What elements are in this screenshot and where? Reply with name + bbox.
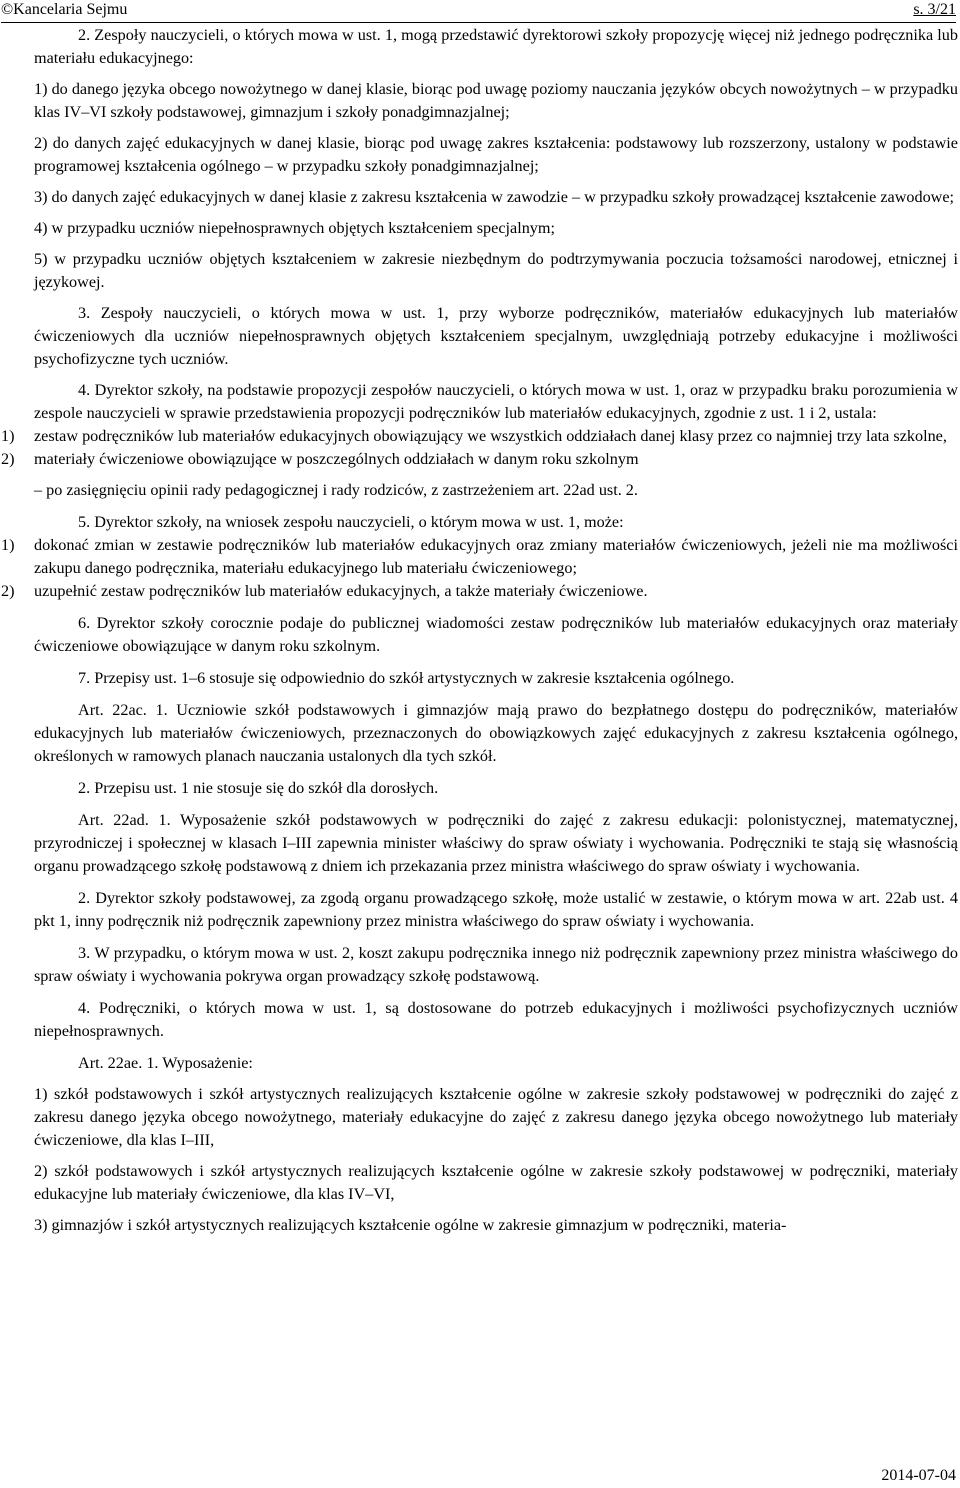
- list-item-text: uzupełnić zestaw podręczników lub materiałów edukacyjnych, a także materiały ćwiczeniowe.: [34, 582, 648, 600]
- list-item-4-2: [1, 448, 958, 471]
- document-page: [1, 0, 958, 1237]
- page-number-link[interactable]: s. 3/21: [913, 1, 956, 18]
- article-22ae-1: Art. 22ae. 1. Wyposażenie:: [78, 1054, 253, 1072]
- list-item-22ae-2: 2) szkół podstawowych i szkół artystycznych realizujących kształcenie ogólne w zakresie szkoły podstawowej w podręczniki, materiały edukacyjne lub materiały ćwiczeniowe, dla klas IV–VI,: [34, 1162, 958, 1203]
- list-item-2-2: 2) do danych zajęć edukacyjnych w danej klasie, biorąc pod uwagę zakres kształcenia: podstawowy lub rozszerzony, ustalony w podstawie programowej kształcenia ogólnego – w przypadku szkoły ponadgimnazjalnej;: [34, 134, 958, 175]
- article-22ad-3: 3. W przypadku, o którym mowa w ust. 2, koszt zakupu podręcznika innego niż podręcznik zapewniony przez ministra właściwego do spraw oświaty i wychowania pokrywa organ prowadzący szkołę podstawową.: [34, 944, 958, 985]
- source-label: ©Kancelaria Sejmu: [1, 1, 128, 18]
- list-number: 2): [1, 450, 15, 468]
- paragraph-5: 5. Dyrektor szkoły, na wniosek zespołu nauczycieli, o którym mowa w ust. 1, może:: [78, 513, 624, 531]
- article-22ad-1: Art. 22ad. 1. Wyposażenie szkół podstawowych w podręczniki do zajęć z zakresu edukacji: polonistycznej, matematycznej, przyrodniczej i społecznej w klasach I–III zapewnia minister właściwy do spraw oświaty i wychowania. Podręczniki te stają się własnością organu prowadzącego szkołę podstawową z dniem ich przekazania przez ministra właściwego do spraw oświaty i wychowania.: [34, 811, 958, 875]
- list-item-2-5: 5) w przypadku uczniów objętych kształceniem w zakresie niezbędnym do podtrzymywania poczucia tożsamości narodowej, etnicznej i językowej.: [34, 250, 958, 291]
- list-item-22ae-3: 3) gimnazjów i szkół artystycznych realizujących kształcenie ogólne w zakresie gimnazjum w podręczniki, materia-: [34, 1216, 787, 1234]
- paragraph-2: 2. Zespoły nauczycieli, o których mowa w ust. 1, mogą przedstawić dyrektorowi szkoły propozycję więcej niż jednego podręcznika lub materiału edukacyjnego:: [34, 26, 958, 67]
- list-tail: – po zasięgnięciu opinii rady pedagogicznej i rady rodziców, z zastrzeżeniem art. 22ad ust. 2.: [34, 481, 638, 499]
- list-item-5-2: [1, 580, 958, 603]
- list-number: 1): [1, 536, 15, 554]
- paragraph-7: 7. Przepisy ust. 1–6 stosuje się odpowiednio do szkół artystycznych w zakresie kształcenia ogólnego.: [78, 669, 735, 687]
- list-item-22ae-1: 1) szkół podstawowych i szkół artystycznych realizujących kształcenie ogólne w zakresie szkoły podstawowej w podręczniki do zajęć z zakresu danego języka obcego nowożytnego, materiały edukacyjne do zajęć z zakresu danego języka obcego nowożytnego lub materiały ćwiczeniowe, dla klas I–III,: [34, 1085, 958, 1149]
- paragraph-4: 4. Dyrektor szkoły, na podstawie propozycji zespołów nauczycieli, o których mowa w ust. 1, oraz w przypadku braku porozumienia w zespole nauczycieli w sprawie przedstawienia propozycji podręczników lub materiałów edukacyjnych, zgodnie z ust. 1 i 2, ustala:: [34, 381, 958, 422]
- list-item-2-4: 4) w przypadku uczniów niepełnosprawnych objętych kształceniem specjalnym;: [34, 219, 555, 237]
- list-item-2-3: 3) do danych zajęć edukacyjnych w danej klasie z zakresu kształcenia w zawodzie – w przypadku szkoły prowadzącej kształcenie zawodowe;: [34, 188, 955, 206]
- article-22ad-2: 2. Dyrektor szkoły podstawowej, za zgodą organu prowadzącego szkołę, może ustalić w zestawie, o którym mowa w art. 22ab ust. 4 pkt 1, inny podręcznik niż podręcznik zapewniony przez ministra właściwego do spraw oświaty i wychowania.: [34, 889, 958, 930]
- list-item-4-1: [1, 425, 958, 448]
- paragraph-6: 6. Dyrektor szkoły corocznie podaje do publicznej wiadomości zestaw podręczników lub materiałów edukacyjnych oraz materiały ćwiczeniowe obowiązujące w danym roku szkolnym.: [34, 614, 958, 655]
- page-header: [1, 0, 956, 23]
- article-22ad-4: 4. Podręczniki, o których mowa w ust. 1, są dostosowane do potrzeb edukacyjnych i możliwości psychofizycznych uczniów niepełnosprawnych.: [34, 999, 958, 1040]
- article-22ac-2: 2. Przepisu ust. 1 nie stosuje się do szkół dla dorosłych.: [78, 779, 439, 797]
- article-22ac-1: Art. 22ac. 1. Uczniowie szkół podstawowych i gimnazjów mają prawo do bezpłatnego dostępu do podręczników, materiałów edukacyjnych lub materiałów ćwiczeniowych, przeznaczonych do obowiązkowych zajęć edukacyjnych z zakresu kształcenia ogólnego, określonych w ramowych planach nauczania ustalonych dla tych szkół.: [34, 701, 958, 765]
- list-item-text: zestaw podręczników lub materiałów edukacyjnych obowiązujący we wszystkich oddziałach danej klasy przez co najmniej trzy lata szkolne,: [34, 427, 947, 445]
- list-item-text: materiały ćwiczeniowe obowiązujące w poszczególnych oddziałach w danym roku szkolnym: [34, 450, 639, 468]
- list-number: 2): [1, 582, 15, 600]
- list-item-5-1: [1, 534, 958, 580]
- paragraph-3: 3. Zespoły nauczycieli, o których mowa w ust. 1, przy wyborze podręczników, materiałów edukacyjnych lub materiałów ćwiczeniowych dla uczniów niepełnosprawnych objętych kształceniem specjalnym, uwzględniają potrzeby edukacyjne i możliwości psychofizyczne tych uczniów.: [34, 304, 958, 368]
- list-item-text: dokonać zmian w zestawie podręczników lub materiałów edukacyjnych oraz zmiany materiałów ćwiczeniowych, jeżeli nie ma możliwości zakupu danego podręcznika, materiału edukacyjnego lub materiału ćwiczeniowego;: [34, 536, 958, 577]
- footer-date: 2014-07-04: [881, 1467, 956, 1484]
- list-number: 1): [1, 427, 15, 445]
- list-item-2-1: 1) do danego języka obcego nowożytnego w danej klasie, biorąc pod uwagę poziomy nauczania języków obcych nowożytnych – w przypadku klas IV–VI szkoły podstawowej, gimnazjum i szkoły ponadgimnazjalnej;: [34, 80, 958, 121]
